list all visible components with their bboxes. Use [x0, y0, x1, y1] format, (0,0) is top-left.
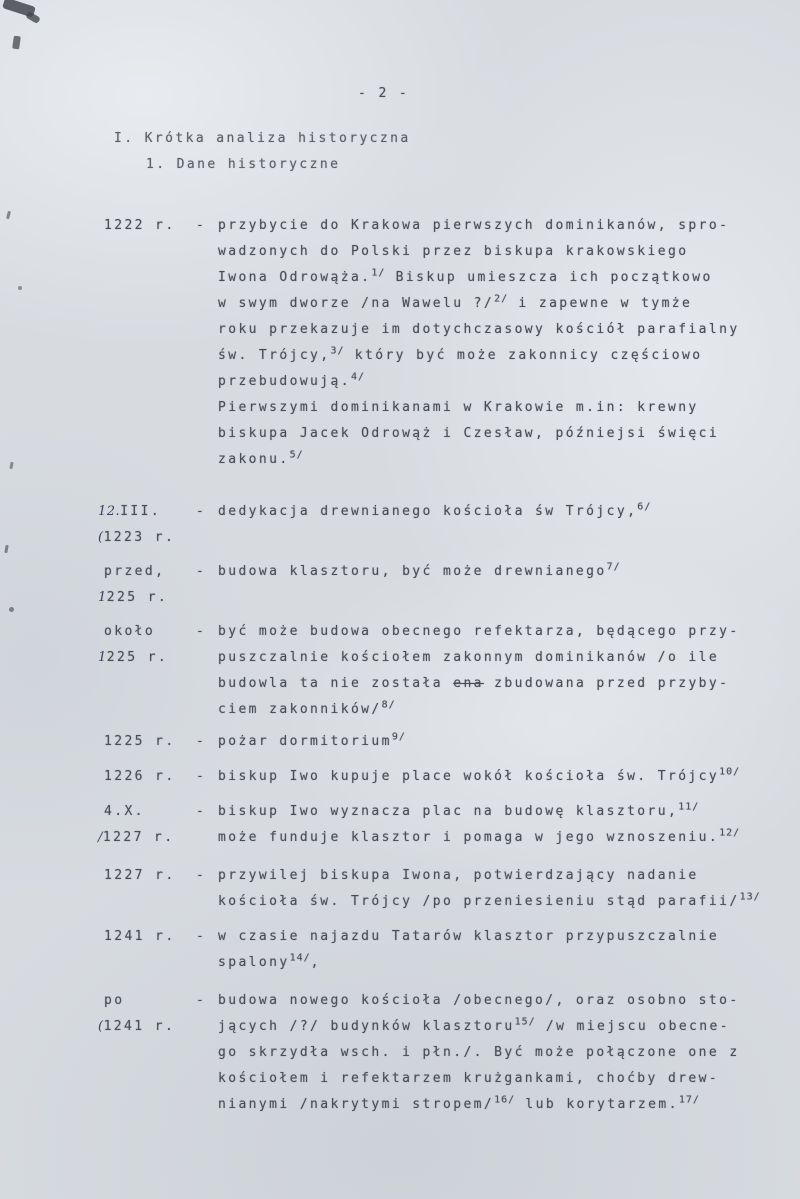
- entry-text-line: jących /?/ budynków klasztoru$^{15/}$ /w miejscu obecne-: [218, 1016, 730, 1034]
- entry-text-line: roku przekazuje im dotychczasowy kościół parafialny: [218, 322, 740, 337]
- footnote-ref: 16/: [494, 1094, 516, 1106]
- entry-text-line: zakonu.$^{5/}$: [218, 449, 304, 467]
- scan-artifact: [25, 11, 41, 24]
- entry-text: [218, 988, 784, 1118]
- footnote-ref: 13/: [739, 891, 761, 903]
- scan-artifact: [9, 607, 14, 612]
- entry-dash: -: [196, 929, 207, 944]
- entry-dash: -: [196, 804, 207, 819]
- entry-date: [98, 499, 196, 551]
- entry-text-line: ciem zakonników/$^{8/}$: [218, 699, 396, 717]
- footnote-ref: 9/: [391, 731, 406, 743]
- entry-text: [218, 499, 784, 525]
- entry-text-line: w swym dworze /na Wawelu ?/$^{2/}$ i zapewne w tymże: [218, 293, 693, 311]
- timeline-entry: [98, 559, 784, 611]
- entry-dash: -: [196, 734, 207, 749]
- timeline-entry: [98, 799, 784, 851]
- entry-date-line: przed,: [104, 564, 166, 579]
- entry-text-line: go skrzydła wsch. i płn./. Być może połączone one z: [218, 1045, 740, 1060]
- entry-text-line: budowa nowego kościoła /obecnego/, oraz osobno sto-: [218, 993, 740, 1008]
- entry-text-line: Pierwszymi dominikanami w Krakowie m.in: krewny: [218, 400, 699, 415]
- timeline-entry: [104, 729, 784, 755]
- entry-date-line: (1223 r.: [98, 530, 176, 545]
- entry-text-line: nianymi /nakrytymi stropem/$^{16/}$ lub korytarzem.$^{17/}$: [218, 1094, 700, 1112]
- timeline-entry: [98, 988, 784, 1118]
- handwritten-mark: 12.: [98, 504, 121, 519]
- entry-text-line: Iwona Odrowąża.$^{1/}$ Biskup umieszcza ich początkowo: [218, 267, 713, 285]
- footnote-ref: 4/: [350, 371, 365, 383]
- footnote-ref: 11/: [678, 801, 700, 813]
- entry-date-line: 12.III.: [98, 504, 162, 519]
- handwritten-mark: (: [98, 530, 104, 545]
- handwritten-mark: 1: [98, 590, 107, 605]
- timeline-entries: [98, 213, 784, 1128]
- handwritten-mark: 1: [98, 650, 107, 665]
- entry-date-line: 4.X.: [104, 804, 145, 819]
- footnote-ref: 10/: [719, 766, 741, 778]
- entry-text-line: przebudowują.$^{4/}$: [218, 371, 365, 389]
- entry-text-line: biskup Iwo kupuje place wokół kościoła św. Trójcy$^{10/}$: [218, 766, 741, 784]
- footnote-ref: 7/: [606, 561, 621, 573]
- entry-date-line: 1225 r.: [98, 650, 169, 665]
- entry-text: [218, 764, 784, 790]
- entry-date-line: około: [104, 624, 156, 639]
- footnote-ref: 3/: [330, 345, 345, 357]
- scan-artifact: [18, 286, 22, 290]
- subsection-heading: 1. Dane historyczne: [146, 157, 341, 172]
- entry-text: [218, 559, 784, 585]
- entry-text-line: przybycie do Krakowa pierwszych dominikanów, spro-: [218, 218, 730, 233]
- entry-date: [98, 559, 196, 611]
- entry-text-line: wadzonych do Polski przez biskupa krakowskiego: [218, 244, 689, 259]
- section-heading: I. Krótka analiza historyczna: [114, 131, 411, 146]
- footnote-ref: 15/: [514, 1016, 536, 1028]
- entry-date: [104, 729, 196, 755]
- footnote-ref: 12/: [719, 827, 741, 839]
- entry-text-line: biskup Iwo wyznacza plac na budowę klasztoru,$^{11/}$: [218, 801, 700, 819]
- entry-text-line: biskupa Jacek Odrowąż i Czesław, późniejsi święci: [218, 426, 720, 441]
- entry-date-line: 1222 r.: [104, 218, 176, 233]
- entry-text: [218, 619, 784, 723]
- footnote-ref: 14/: [289, 952, 311, 964]
- entry-date: [104, 213, 196, 239]
- entry-text-line: kościołem i refektarzem krużgankami, choćby drew-: [218, 1071, 720, 1086]
- entry-text: [218, 924, 784, 976]
- entry-date-line: 1225 r.: [98, 590, 169, 605]
- entry-dash: -: [196, 624, 207, 639]
- footnote-ref: 17/: [678, 1094, 700, 1106]
- footnote-ref: 1/: [371, 267, 386, 279]
- entry-text-line: św. Trójcy,$^{3/}$ który być może zakonnicy częściowo: [218, 345, 703, 363]
- entry-text: [218, 213, 784, 473]
- entry-text-line: przywilej biskupa Iwona, potwierdzający nadanie: [218, 868, 699, 883]
- entry-text-line: budowa klasztoru, być może drewnianego$^{7/}$: [218, 561, 621, 579]
- entry-date-line: po: [104, 993, 125, 1008]
- entry-date: [104, 863, 196, 889]
- entry-date-line: 1227 r.: [104, 868, 176, 883]
- entry-text-line: być może budowa obecnego refektarza, będącego przy-: [218, 624, 740, 639]
- handwritten-mark: (: [98, 1019, 104, 1034]
- entry-text-line: dedykacja drewnianego kościoła św Trójcy,$^{6/}$: [218, 501, 652, 519]
- struck-word: ena: [453, 676, 484, 691]
- entry-text-line: spalony$^{14/}$,: [218, 952, 321, 970]
- entry-dash: -: [196, 868, 207, 883]
- entry-text-line: w czasie najazdu Tatarów klasztor przypuszczalnie: [218, 929, 720, 944]
- entry-text-line: puszczalnie kościołem zakonnym dominikanów /o ile: [218, 650, 720, 665]
- entry-date-line: /1227 r.: [98, 830, 175, 845]
- entry-text-line: może funduje klasztor i pomaga w jego wznoszeniu.$^{12/}$: [218, 827, 741, 845]
- entry-date-line: 1226 r.: [104, 769, 176, 784]
- entry-dash: -: [196, 218, 207, 233]
- entry-text-line: kościoła św. Trójcy /po przeniesieniu stąd parafii/$^{13/}$: [218, 891, 761, 909]
- footnote-ref: 2/: [494, 293, 509, 305]
- scan-artifact: [12, 36, 21, 50]
- timeline-entry: [104, 924, 784, 976]
- entry-text-line: pożar dormitorium$^{9/}$: [218, 731, 406, 749]
- entry-text: [218, 863, 784, 915]
- entry-date: [104, 764, 196, 790]
- entry-date: [98, 619, 196, 671]
- entry-dash: -: [196, 504, 207, 519]
- footnote-ref: 8/: [381, 699, 396, 711]
- entry-date-line: (1241 r.: [98, 1019, 176, 1034]
- timeline-entry: [98, 619, 784, 723]
- timeline-entry: [104, 863, 784, 915]
- timeline-entry: [104, 764, 784, 790]
- entry-date-line: 1241 r.: [104, 929, 176, 944]
- scan-artifact: [6, 211, 11, 219]
- scan-artifact: [9, 462, 13, 469]
- entry-date: [98, 799, 196, 851]
- entry-text-line: budowla ta nie została ena zbudowana przed przyby-: [218, 676, 730, 691]
- entry-dash: -: [196, 993, 207, 1008]
- entry-text: [218, 799, 784, 851]
- timeline-entry: [104, 213, 784, 473]
- page-number: - 2 -: [358, 86, 410, 101]
- footnote-ref: 6/: [637, 501, 652, 513]
- entry-dash: -: [196, 564, 207, 579]
- scan-artifact: [4, 545, 8, 553]
- entry-date: [104, 924, 196, 950]
- timeline-entry: [98, 499, 784, 551]
- footnote-ref: 5/: [289, 449, 304, 461]
- entry-dash: -: [196, 769, 207, 784]
- entry-date-line: 1225 r.: [104, 734, 176, 749]
- entry-date: [98, 988, 196, 1040]
- handwritten-mark: /: [98, 830, 103, 845]
- entry-text: [218, 729, 784, 755]
